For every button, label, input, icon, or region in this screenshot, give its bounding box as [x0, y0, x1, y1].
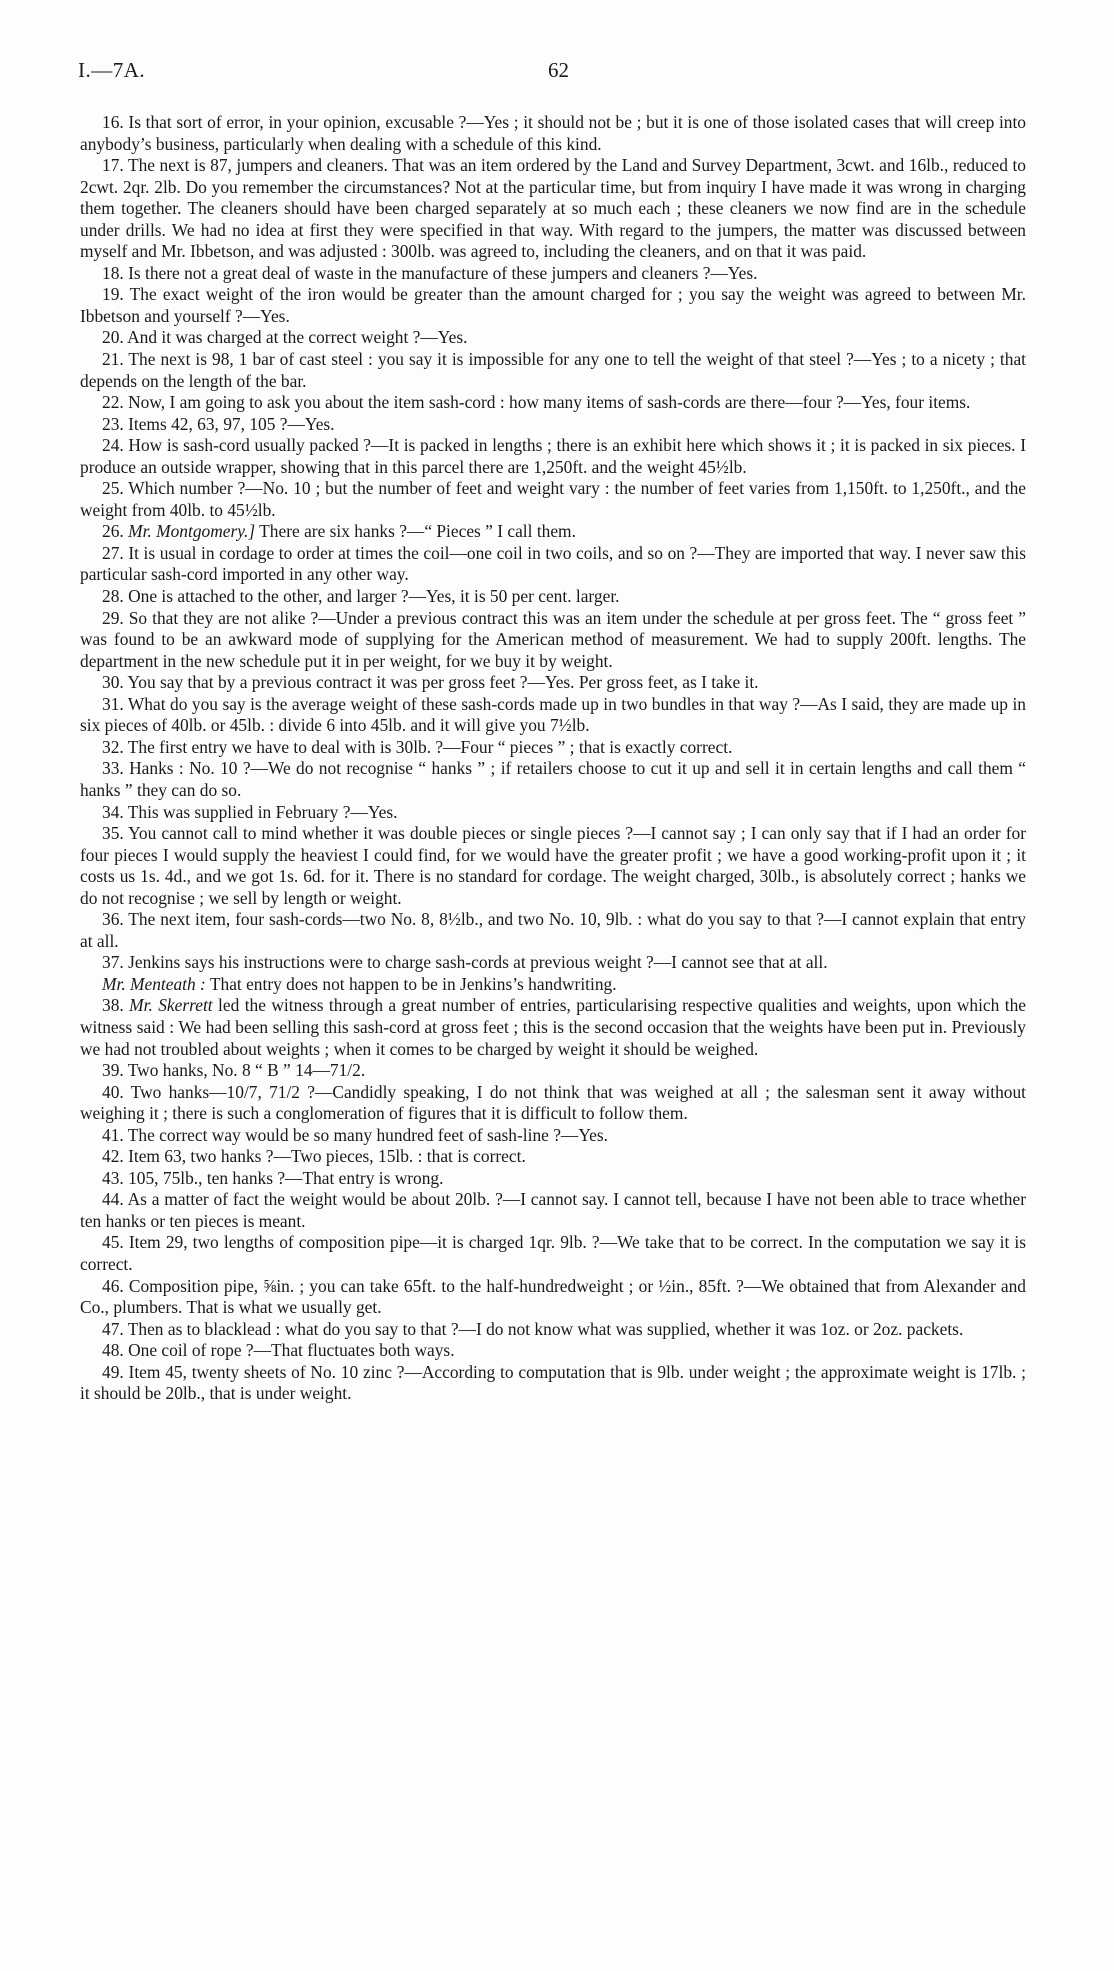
testimony-paragraph: 47. Then as to blacklead : what do you say to that ?—I do not know what was supplied, whether it was 1oz. or 2oz. packets. — [102, 1318, 964, 1339]
testimony-paragraph: 21. The next is 98, 1 bar of cast steel : you say it is impossible for any one to tell the weight of that steel ?—Yes ; to a nicety ; that depends on the length of the bar. — [80, 349, 1026, 391]
paragraph-text: There are six hanks ?—“ Pieces ” I call them. — [255, 521, 576, 542]
page-header — [78, 58, 1028, 88]
testimony-paragraph: 45. Item 29, two lengths of composition pipe—it is charged 1qr. 9lb. ?—We take that to be correct. In the computation we say it is correct. — [80, 1232, 1026, 1274]
testimony-paragraph: 44. As a matter of fact the weight would be about 20lb. ?—I cannot say. I cannot tell, because I have not been able to trace whether ten hanks or ten pieces is meant. — [80, 1189, 1026, 1231]
testimony-paragraph: 42. Item 63, two hanks ?—Two pieces, 15lb. : that is correct. — [102, 1146, 526, 1167]
testimony-paragraph: 31. What do you say is the average weight of these sash-cords made up in two bundles in that way ?—As I said, they are made up in six pieces of 40lb. or 45lb. : divide 6 into 45lb. and it will give you 7½lb. — [80, 693, 1026, 736]
testimony-paragraph: 19. The exact weight of the iron would be greater than the amount charged for ; you say the weight was agreed to between Mr. Ibbetson and yourself ?—Yes. — [80, 284, 1026, 326]
testimony-paragraph: 18. Is there not a great deal of waste in the manufacture of these jumpers and cleaners ?—Yes. — [102, 262, 758, 283]
testimony-paragraph: 17. The next is 87, jumpers and cleaners. That was an item ordered by the Land and Survey Department, 3cwt. and 16lb., reduced to 2cwt. 2qr. 2lb. Do you remember the circumstances? Not at the particular time, but from inquiry I have made it was wrong in charging them together. The cleaners should have been charged separately at so much each ; these cleaners we now find are in the schedule under drills. We had no idea at first they were specified in that way. With regard to the jumpers, the matter was discussed between myself and Mr. Ibbetson, and was adjusted : 300lb. was agreed to, including the cleaners, and on that it was paid. — [80, 155, 1026, 262]
testimony-paragraph — [80, 521, 1026, 543]
paragraph-number: 38. — [102, 995, 130, 1016]
speaker-name: Mr. Skerrett — [129, 995, 213, 1016]
testimony-paragraph: 36. The next item, four sash-cords—two No. 8, 8½lb., and two No. 10, 9lb. : what do you say to that ?—I cannot explain that entry at all. — [80, 909, 1026, 951]
testimony-paragraph: 43. 105, 75lb., ten hanks ?—That entry is wrong. — [102, 1167, 444, 1188]
testimony-paragraph: 29. So that they are not alike ?—Under a previous contract this was an item under the schedule at per gross feet. The “ gross feet ” was found to be an awkward mode of supplying for the American method of measurement. We had to supply 200ft. lengths. The department in the new schedule put it in per weight, for we buy it by weight. — [80, 607, 1026, 671]
testimony-paragraph: 32. The first entry we have to deal with is 30lb. ?—Four “ pieces ” ; that is exactly correct. — [102, 736, 733, 757]
testimony-paragraph: 39. Two hanks, No. 8 “ B ” 14—71/2. — [102, 1060, 366, 1081]
testimony-paragraph: 24. How is sash-cord usually packed ?—It is packed in lengths ; there is an exhibit here which shows it ; it is packed in six pieces. I produce an outside wrapper, showing that in this parcel there are 1,250ft. and the weight 45½lb. — [80, 435, 1026, 477]
testimony-paragraph: 46. Composition pipe, ⅝in. ; you can take 65ft. to the half-hundredweight ; or ½in., 85ft. ?—We obtained that from Alexander and Co., plumbers. That is what we usually get. — [80, 1275, 1026, 1318]
testimony-paragraph — [80, 974, 1026, 996]
speaker-name: Mr. Menteath : — [102, 973, 206, 994]
testimony-paragraph: 23. Items 42, 63, 97, 105 ?—Yes. — [102, 413, 335, 434]
testimony-body — [80, 112, 1026, 1405]
testimony-paragraph: 41. The correct way would be so many hundred feet of sash-line ?—Yes. — [102, 1124, 608, 1145]
speaker-name: Mr. Montgomery.] — [128, 521, 256, 542]
testimony-paragraph: 20. And it was charged at the correct weight ?—Yes. — [102, 327, 468, 348]
paragraph-text: led the witness through a great number of entries, particularising respective qualities and weights, upon which the witness said : We had been selling this sash-cord at gross feet ; this is the second occasion that the weights have been put in. Previously we had not troubled about weights ; when it comes to be charged by weight it should be weighed. — [80, 995, 1026, 1059]
testimony-paragraph: 30. You say that by a previous contract it was per gross feet ?—Yes. Per gross feet, as I take it. — [102, 672, 759, 693]
testimony-paragraph: 35. You cannot call to mind whether it was double pieces or single pieces ?—I cannot say ; I can only say that if I had an order for four pieces I would supply the heaviest I could find, for we would have the greater profit ; we have a good working-profit upon it ; it costs us 1s. 4d., and we got 1s. 6d. for it. There is no standard for cordage. The weight charged, 30lb., is absolutely correct ; hanks we do not recognise ; we sell by length or weight. — [80, 823, 1026, 908]
testimony-paragraph — [80, 995, 1026, 1060]
testimony-paragraph: 33. Hanks : No. 10 ?—We do not recognise “ hanks ” ; if retailers choose to cut it up and sell it in certain lengths and call them “ hanks ” they can do so. — [80, 758, 1026, 800]
testimony-paragraph: 49. Item 45, twenty sheets of No. 10 zinc ?—According to computation that is 9lb. under weight ; the approximate weight is 17lb. ; it should be 20lb., that is under weight. — [80, 1361, 1026, 1404]
testimony-paragraph: 25. Which number ?—No. 10 ; but the number of feet and weight vary : the number of feet varies from 1,150ft. to 1,250ft., and the weight from 40lb. to 45½lb. — [80, 478, 1026, 520]
testimony-paragraph: 37. Jenkins says his instructions were to charge sash-cords at previous weight ?—I cannot see that at all. — [102, 952, 828, 973]
document-reference: I.—7A. — [78, 58, 146, 82]
testimony-paragraph: 22. Now, I am going to ask you about the item sash-cord : how many items of sash-cords are there—four ?—Yes, four items. — [102, 392, 971, 413]
testimony-paragraph: 28. One is attached to the other, and larger ?—Yes, it is 50 per cent. larger. — [102, 586, 620, 607]
testimony-paragraph: 16. Is that sort of error, in your opinion, excusable ?—Yes ; it should not be ; but it is one of those isolated cases that will creep into anybody’s business, particularly when dealing with a schedule of this kind. — [80, 112, 1026, 154]
testimony-paragraph: 40. Two hanks—10/7, 71/2 ?—Candidly speaking, I do not think that was weighed at all ; the salesman sent it away without weighing it ; there is such a conglomeration of figures that it is difficult to follow them. — [80, 1081, 1026, 1124]
page-number: 62 — [548, 58, 569, 82]
testimony-paragraph: 34. This was supplied in February ?—Yes. — [102, 801, 398, 822]
paragraph-text: That entry does not happen to be in Jenkins’s handwriting. — [205, 973, 617, 994]
testimony-paragraph: 27. It is usual in cordage to order at times the coil—one coil in two coils, and so on ?—They are imported that way. I never saw this particular sash-cord imported in any other way. — [80, 542, 1026, 585]
testimony-paragraph: 48. One coil of rope ?—That fluctuates both ways. — [102, 1340, 455, 1361]
paragraph-number: 26. — [102, 521, 129, 542]
